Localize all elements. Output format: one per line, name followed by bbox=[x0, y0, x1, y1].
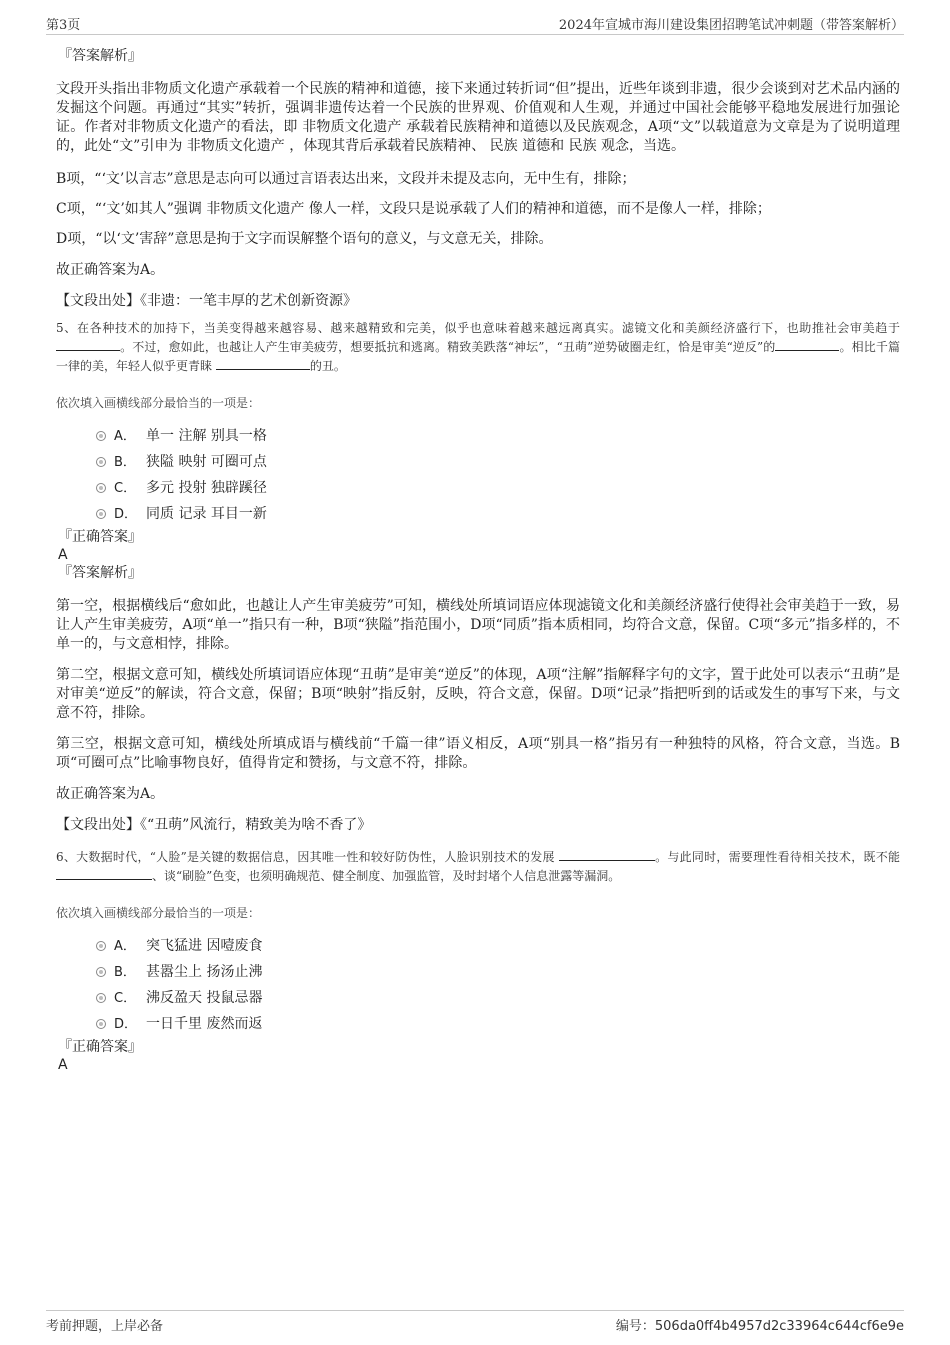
analysis-label: 『答案解析』 bbox=[58, 48, 142, 64]
question-instruction: 依次填入画横线部分最恰当的一项是： bbox=[56, 396, 261, 410]
question-5-stem: 5、在各种技术的加持下，当美变得越来越容易、越来越精致和完美，似乎也意味着越来越远离真实。滤镜文化和美颜经济盛行下，也助推社会审美趋于 。不过，愈如此，也越让人产生审美疲劳，想要抵抗和逃离。精致美跌落“神坛”，“丑萌”逆势破圈走红，恰是审美“逆反”的 。相比千篇一律的美，年轻人似乎更青睐 的丑。 bbox=[56, 321, 900, 373]
page-footer bbox=[46, 1310, 904, 1335]
radio-icon[interactable] bbox=[96, 457, 106, 467]
blank-1 bbox=[56, 338, 120, 351]
blank-2 bbox=[56, 867, 152, 880]
blank-1 bbox=[559, 848, 655, 861]
radio-icon[interactable] bbox=[96, 431, 106, 441]
source-citation: 【文段出处】《“丑萌”风流行，精致美为啥不香了》 bbox=[56, 817, 372, 833]
document-title: 2024年宣城市海川建设集团招聘笔试冲刺题（带答案解析） bbox=[558, 18, 904, 33]
option-d[interactable]: D． 同质 记录 耳目一新 bbox=[96, 503, 900, 529]
source-citation: 【文段出处】《非遗：一笔丰厚的艺术创新资源》 bbox=[56, 293, 357, 309]
option-a[interactable]: A． 突飞猛进 因噎废食 bbox=[96, 935, 900, 961]
blank-3 bbox=[216, 357, 310, 370]
analysis-paragraph: 文段开头指出非物质文化遗产承载着一个民族的精神和道德，接下来通过转折词“但”提出，近些年谈到非遗，很少会谈到对艺术品内涵的发掘这个问题。再通过“其实”转折，强调非遗传达着一个民族的世界观、价值观和人生观，并通过中国社会能够平稳地发展进行加强论证。作者对非物质文化遗产的看法，即 非物质文化遗产 承载着民族精神和道德以及民族观念，A项“文”以载道意为文章是为了说明道理的，此处“文”引申为 非物质文化遗产 ，体现其背后承载着民族精神、 民族 道德和 民族 观念，当选。 bbox=[56, 81, 900, 154]
footer-slogan: 考前押题，上岸必备 bbox=[46, 1319, 164, 1334]
radio-icon[interactable] bbox=[96, 993, 106, 1003]
radio-icon[interactable] bbox=[96, 967, 106, 977]
document-code: 编号：506da0ff4b4957d2c33964c644cf6e9e bbox=[615, 1319, 904, 1334]
analysis-paragraph: 第二空，根据文意可知，横线处所填词语应体现“丑萌”是审美“逆反”的体现，A项“注解”指解释字句的文字，置于此处可以表示“丑萌”是对审美“逆反”的解读，符合文意，保留；B项“映射”指反射，反映，符合文意，保留。D项“记录”指把听到的话或发生的事写下来，与文意不符，排除。 bbox=[56, 667, 900, 721]
option-b[interactable]: B． 甚嚣尘上 扬汤止沸 bbox=[96, 961, 900, 987]
radio-icon[interactable] bbox=[96, 483, 106, 493]
analysis-paragraph: 第三空，根据文意可知，横线处所填成语与横线前“千篇一律”语义相反，A项“别具一格”指另有一种独特的风格，符合文意，当选。B项“可圈可点”比喻事物良好，值得肯定和赞扬，与文意不符，排除。 bbox=[56, 736, 900, 771]
correct-answer: A bbox=[58, 1057, 68, 1073]
option-b[interactable]: B． 狭隘 映射 可圈可点 bbox=[96, 451, 900, 477]
blank-2 bbox=[775, 338, 839, 351]
analysis-paragraph: D项，“以‘文’害辞”意思是拘于文字而误解整个语句的意义，与文意无关，排除。 bbox=[56, 231, 553, 247]
analysis-paragraph: 第一空，根据横线后“愈如此，也越让人产生审美疲劳”可知，横线处所填词语应体现滤镜文化和美颜经济盛行使得社会审美趋于一致，易让人产生审美疲劳，A项“单一”指只有一种，B项“狭隘”指范围小，D项“同质”指本质相同，均符合文意，保留。C项“多元”指多样的，不单一的，与文意相悖，排除。 bbox=[56, 598, 900, 652]
option-a[interactable]: A． 单一 注解 别具一格 bbox=[96, 425, 900, 451]
question-6-stem: 6、大数据时代，“人脸”是关键的数据信息，因其唯一性和较好防伪性，人脸识别技术的发展 。与此同时，需要理性看待相关技术，既不能 、谈“刷脸”色变，也须明确规范、健全制度、加强监管，及时封堵个人信息泄露等漏洞。 bbox=[56, 850, 900, 883]
conclusion: 故正确答案为A。 bbox=[56, 786, 165, 802]
page-header bbox=[46, 14, 904, 35]
option-c[interactable]: C． 多元 投射 独辟蹊径 bbox=[96, 477, 900, 503]
correct-answer-label: 『正确答案』 bbox=[58, 529, 142, 545]
question-instruction: 依次填入画横线部分最恰当的一项是： bbox=[56, 906, 261, 920]
analysis-paragraph: C项，“‘文’如其人”强调 非物质文化遗产 像人一样，文段只是说承载了人们的精神和道德，而不是像人一样，排除； bbox=[56, 201, 771, 217]
analysis-label: 『答案解析』 bbox=[58, 565, 142, 581]
main-content bbox=[56, 46, 900, 1073]
analysis-paragraph: B项，“‘文’以言志”意思是志向可以通过言语表达出来，文段并未提及志向，无中生有，排除； bbox=[56, 171, 636, 187]
options-list bbox=[56, 935, 900, 1039]
radio-icon[interactable] bbox=[96, 941, 106, 951]
correct-answer: A bbox=[58, 547, 68, 563]
option-d[interactable]: D． 一日千里 废然而返 bbox=[96, 1013, 900, 1039]
conclusion: 故正确答案为A。 bbox=[56, 262, 165, 278]
options-list bbox=[56, 425, 900, 529]
option-c[interactable]: C． 沸反盈天 投鼠忌器 bbox=[96, 987, 900, 1013]
radio-icon[interactable] bbox=[96, 509, 106, 519]
page-number: 第3页 bbox=[46, 18, 81, 33]
correct-answer-label: 『正确答案』 bbox=[58, 1039, 142, 1055]
radio-icon[interactable] bbox=[96, 1019, 106, 1029]
